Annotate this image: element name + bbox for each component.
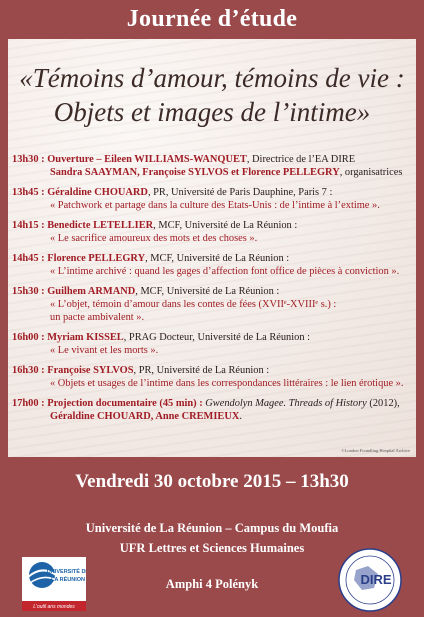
univ-logo-line2: LA RÉUNION: [50, 577, 86, 583]
university-logo-icon: [22, 557, 86, 611]
talk-title: « Le sacrifice amoureux des mots et des choses ».: [50, 233, 258, 244]
time-speaker: 13h45 : Géraldine CHOUARD: [12, 187, 148, 198]
talk-title-continued: un pacte ambivalent ».: [50, 312, 145, 323]
talk-title: « Patchwork et partage dans la culture des Etats-Unis : de l’intime à l’extime ».: [50, 200, 380, 211]
talk-title: « L’intime archivé : quand les gages d’affection font office de pièces à conviction ».: [50, 266, 400, 277]
headline-line-2: Objets et images de l’intime»: [53, 97, 371, 127]
program-panel: [8, 39, 416, 457]
program-list: [12, 153, 414, 430]
program-item-letellier: [12, 219, 414, 245]
headline: [8, 61, 416, 129]
speaker-role: , MCF, Université de La Réunion :: [153, 220, 298, 231]
organizer-role: , organisatrices: [339, 167, 403, 178]
time-speaker: 16h30 : Françoise SYLVOS: [12, 365, 134, 376]
speaker-role: , MCF, Université de La Réunion :: [135, 286, 280, 297]
dire-logo-text: DIRE: [360, 572, 392, 587]
venue-line-1: Université de La Réunion – Campus du Moufia: [85, 521, 339, 535]
time-speaker: 15h30 : Guilhem ARMAND: [12, 286, 136, 297]
speaker-role: , Directrice de l’EA DIRE: [246, 154, 356, 165]
venue-line-2: UFR Lettres et Sciences Humaines: [119, 541, 305, 555]
speaker-role: , PR, Université de La Réunion :: [133, 365, 270, 376]
program-item-kissel: [12, 331, 414, 357]
talk-title: « L’objet, témoin d’amour dans les contes de fées (XVIIᵉ-XVIIIᵉ s.) :: [50, 299, 337, 310]
univ-logo-tagline: L'outil ans mondes: [33, 604, 75, 610]
speaker-role: , MCF, Université de La Réunion :: [145, 253, 290, 264]
time-speaker: 13h30 : Ouverture – Eileen WILLIAMS-WANQUET: [12, 154, 247, 165]
program-item-armand: [12, 285, 414, 324]
film-title: Gwendolyn Magee. Threads of History: [202, 398, 367, 409]
speaker-role: , PRAG Docteur, Université de La Réunion :: [123, 332, 311, 343]
organizer-names: Sandra SAAYMAN, Françoise SYLVOS et Florence PELLEGRY: [50, 167, 340, 178]
room: Amphi 4 Polényk: [165, 577, 259, 591]
program-item-projection: [12, 397, 414, 423]
university-logo: [22, 557, 86, 611]
dire-logo-icon: [338, 548, 402, 612]
time-speaker: 14h45 : Florence PELLEGRY: [12, 253, 146, 264]
presenter-names: Géraldine CHOUARD, Anne CREMIEUX: [50, 411, 240, 422]
event-type-title: Journée d’étude: [126, 6, 298, 32]
time-speaker: 16h00 : Myriam KISSEL: [12, 332, 124, 343]
talk-title: « Objets et usages de l’intime dans les correspondances littéraires : le lien érotique ».: [50, 378, 404, 389]
speaker-role: , PR, Université de Paris Dauphine, Paris 7 :: [147, 187, 333, 198]
program-item-opening: [12, 153, 414, 179]
dire-logo: [338, 548, 402, 612]
headline-line-1: «Témoins d’amour, témoins de vie :: [19, 63, 405, 93]
talk-title: « Le vivant et les morts ».: [50, 345, 159, 356]
image-credit: ©London Foundling Hospital Archive: [341, 448, 410, 453]
program-item-sylvos: [12, 364, 414, 390]
event-date: Vendredi 30 octobre 2015 – 13h30: [75, 471, 349, 492]
univ-logo-line1: UNIVERSITÉ DE: [46, 569, 86, 575]
program-item-chouard: [12, 186, 414, 212]
time-event: 17h00 : Projection documentaire (45 min) :: [12, 398, 203, 409]
film-year: (2012),: [366, 398, 400, 409]
program-item-pellegry: [12, 252, 414, 278]
time-speaker: 14h15 : Benedicte LETELLIER: [12, 220, 154, 231]
presenter-end: .: [239, 411, 242, 422]
